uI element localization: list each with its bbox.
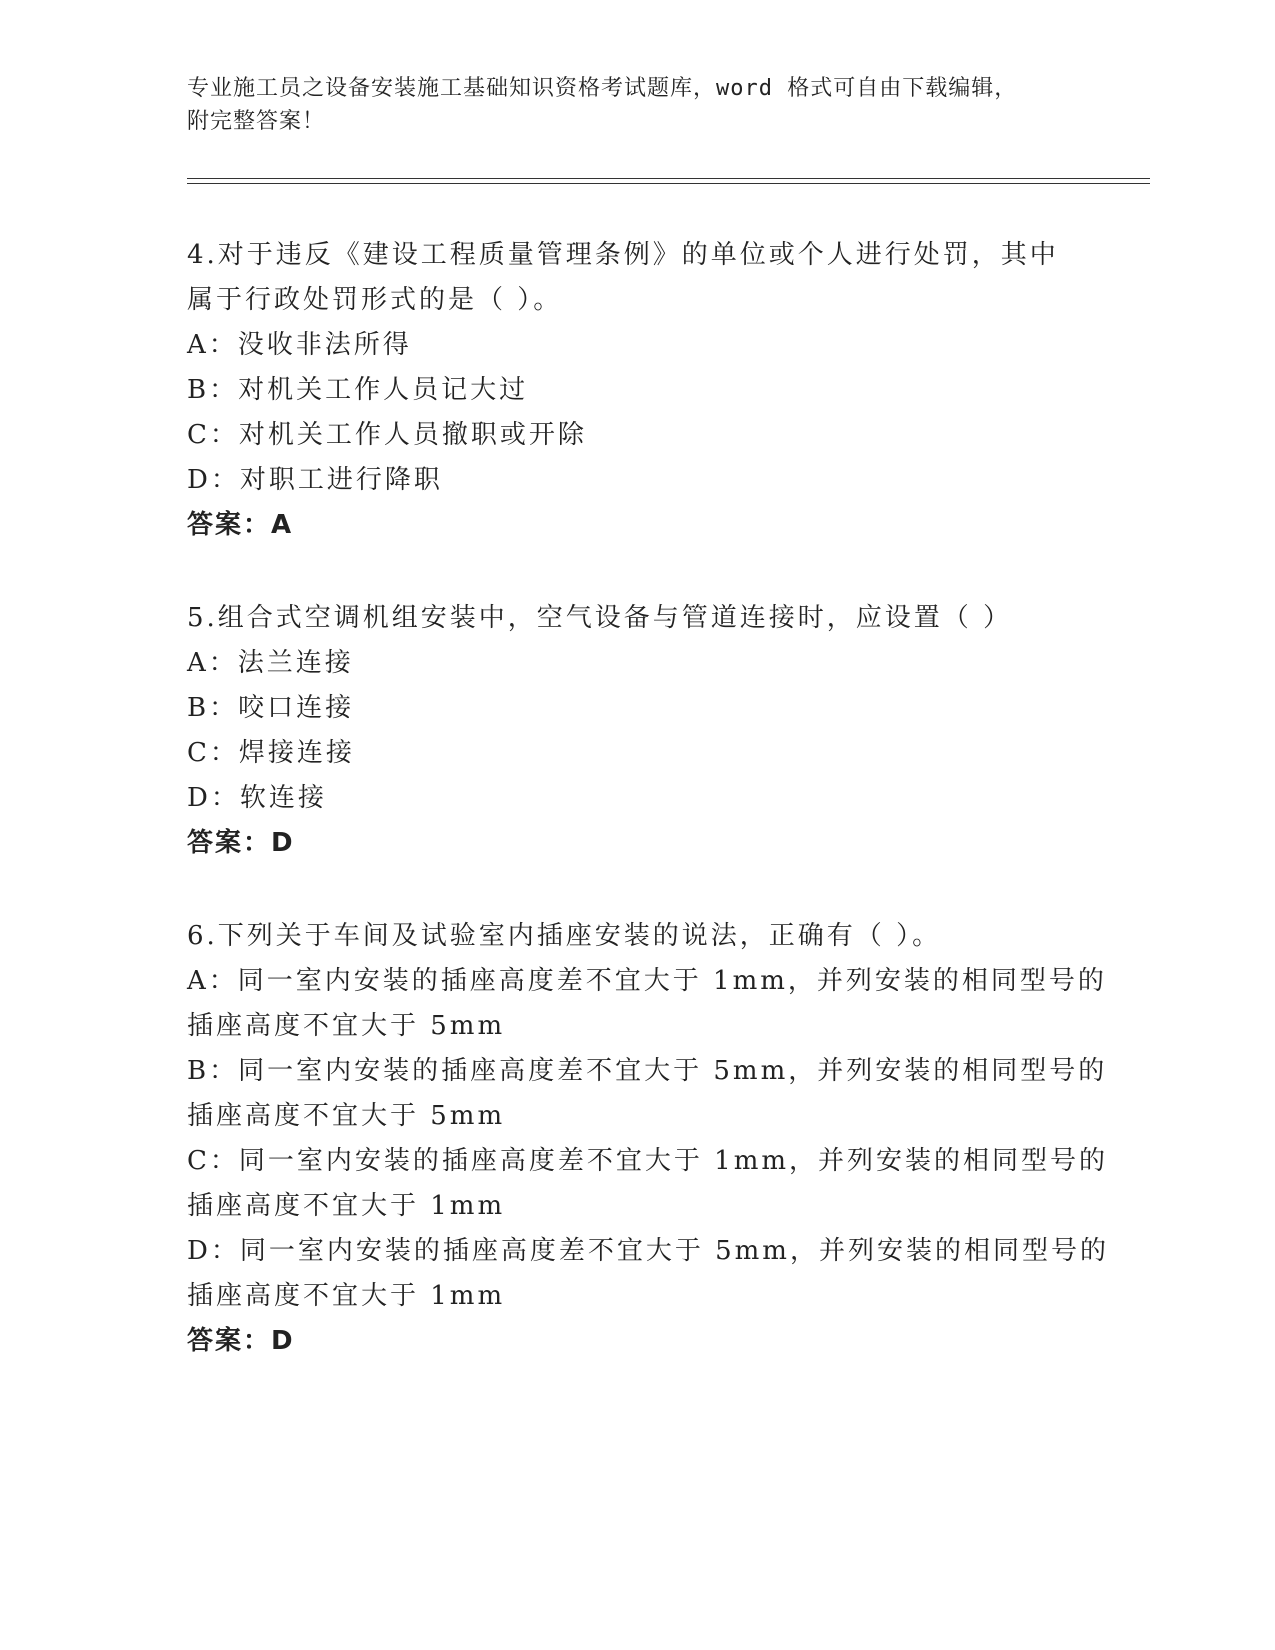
option-c: C：对机关工作人员撤职或开除 bbox=[187, 420, 587, 450]
option-a-line-2: 插座高度不宜大于 5mm bbox=[187, 1011, 506, 1041]
header-line-2: 附完整答案！ bbox=[187, 109, 326, 134]
option-b-line-2: 插座高度不宜大于 5mm bbox=[187, 1101, 506, 1131]
question-4 bbox=[187, 233, 1067, 548]
option-d: D：软连接 bbox=[187, 783, 327, 813]
answer-label: 答案：A bbox=[187, 510, 294, 540]
option-d-line-2: 插座高度不宜大于 1mm bbox=[187, 1281, 506, 1311]
answer-label: 答案：D bbox=[187, 828, 295, 858]
question-stem-line: 5.组合式空调机组安装中，空气设备与管道连接时，应设置（ ） bbox=[187, 603, 1013, 633]
option-a: A：法兰连接 bbox=[187, 648, 354, 678]
header-divider-bottom bbox=[187, 183, 1150, 184]
document-header bbox=[187, 72, 1067, 138]
question-5 bbox=[187, 596, 1067, 866]
header-line-1: 专业施工员之设备安装施工基础知识资格考试题库，word 格式可自由下载编辑， bbox=[187, 76, 1018, 101]
question-stem-line: 属于行政处罚形式的是（ ）。 bbox=[187, 285, 563, 315]
header-divider-top bbox=[187, 178, 1150, 179]
option-a-line-1: A：同一室内安装的插座高度差不宜大于 1mm，并列安装的相同型号的 bbox=[187, 966, 1107, 996]
answer-label: 答案：D bbox=[187, 1326, 295, 1356]
option-c: C：焊接连接 bbox=[187, 738, 355, 768]
option-b: B：对机关工作人员记大过 bbox=[187, 375, 529, 405]
question-6 bbox=[187, 914, 1109, 1364]
option-d: D：对职工进行降职 bbox=[187, 465, 443, 495]
option-c-line-1: C：同一室内安装的插座高度差不宜大于 1mm，并列安装的相同型号的 bbox=[187, 1146, 1109, 1176]
question-stem-line: 6.下列关于车间及试验室内插座安装的说法，正确有（ ）。 bbox=[187, 921, 942, 951]
option-b: B：咬口连接 bbox=[187, 693, 355, 723]
option-c-line-2: 插座高度不宜大于 1mm bbox=[187, 1191, 506, 1221]
option-d-line-1: D：同一室内安装的插座高度差不宜大于 5mm，并列安装的相同型号的 bbox=[187, 1236, 1109, 1266]
question-stem-line: 4.对于违反《建设工程质量管理条例》的单位或个人进行处罚，其中 bbox=[187, 240, 1059, 270]
option-a: A：没收非法所得 bbox=[187, 330, 412, 360]
option-b-line-1: B：同一室内安装的插座高度差不宜大于 5mm，并列安装的相同型号的 bbox=[187, 1056, 1108, 1086]
